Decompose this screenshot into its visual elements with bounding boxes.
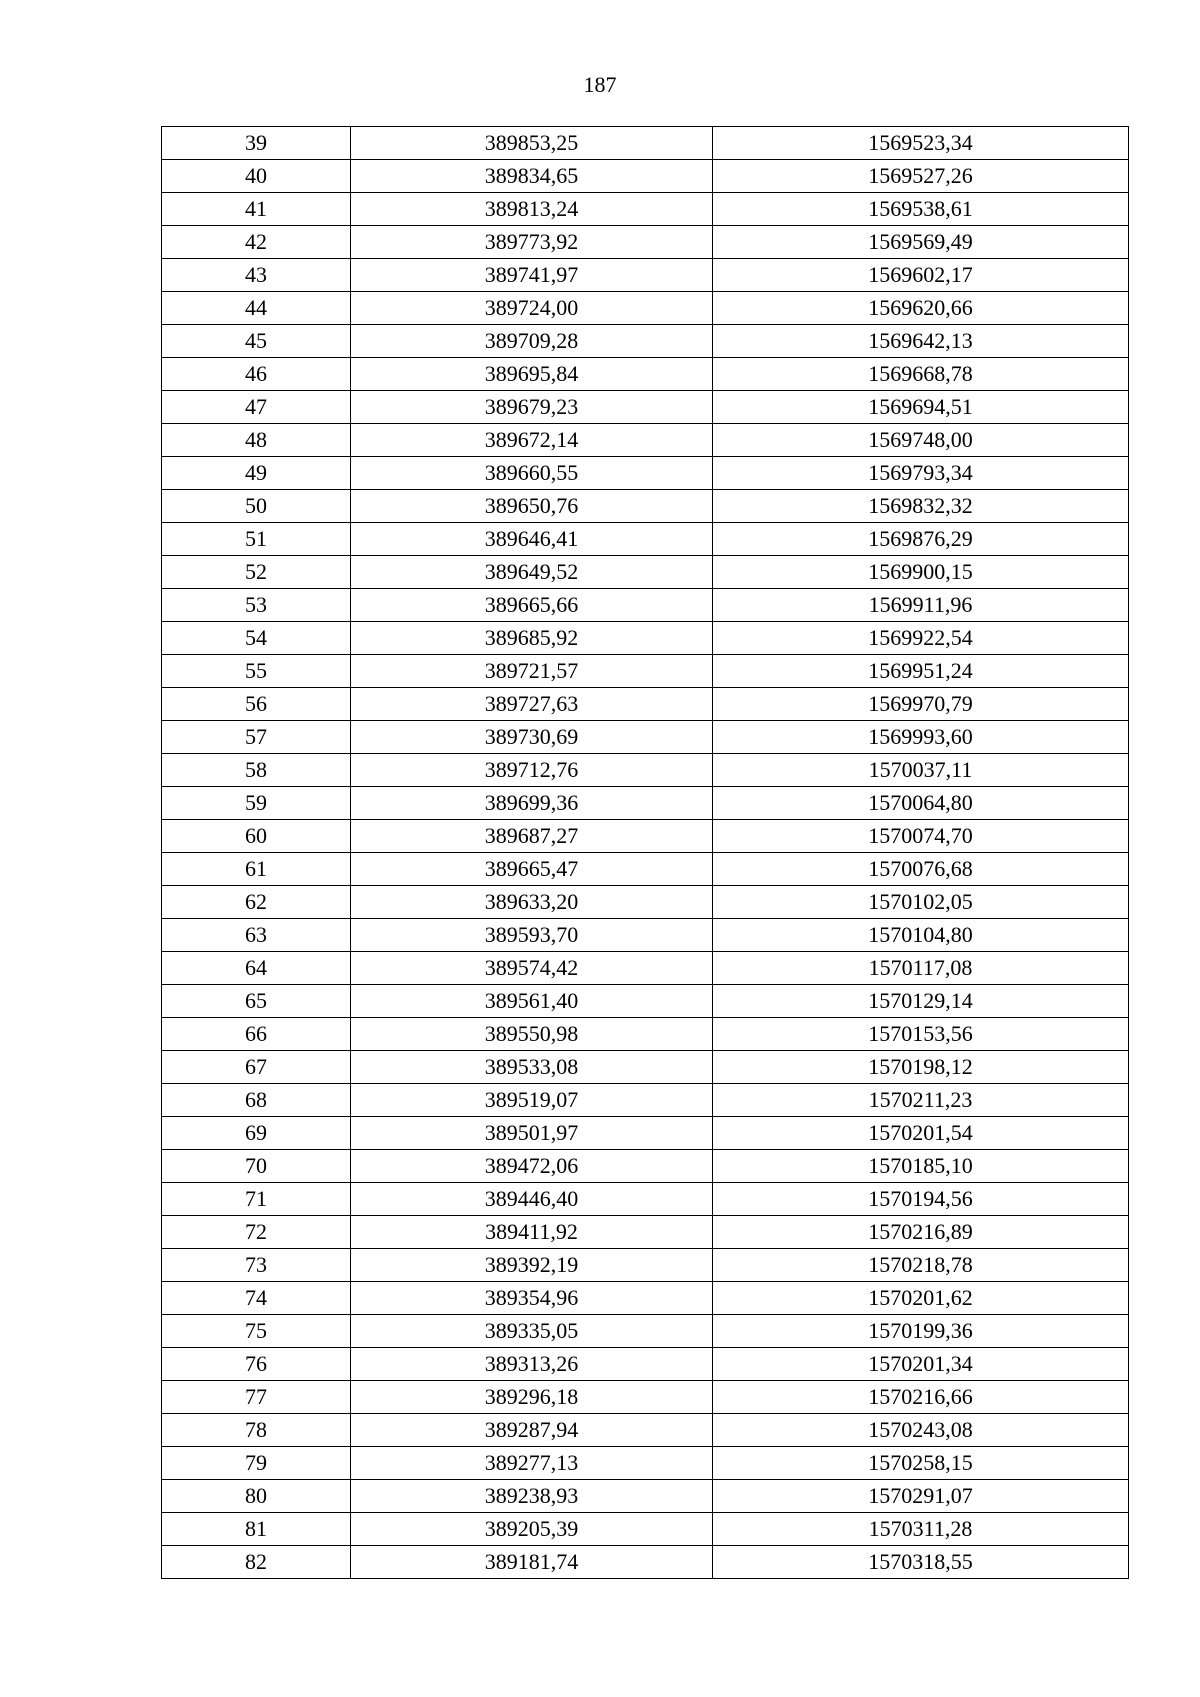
x-coordinate-cell: 389709,28 bbox=[351, 325, 713, 358]
point-number-cell: 47 bbox=[162, 391, 351, 424]
x-coordinate-cell: 389672,14 bbox=[351, 424, 713, 457]
x-coordinate-cell: 389665,66 bbox=[351, 589, 713, 622]
point-number-cell: 75 bbox=[162, 1315, 351, 1348]
point-number-cell: 81 bbox=[162, 1513, 351, 1546]
point-number-cell: 53 bbox=[162, 589, 351, 622]
y-coordinate-cell: 1569620,66 bbox=[713, 292, 1129, 325]
x-coordinate-cell: 389205,39 bbox=[351, 1513, 713, 1546]
page-number: 187 bbox=[583, 72, 617, 97]
x-coordinate-cell: 389679,23 bbox=[351, 391, 713, 424]
point-number-cell: 52 bbox=[162, 556, 351, 589]
y-coordinate-cell: 1570194,56 bbox=[713, 1183, 1129, 1216]
table-row bbox=[162, 1216, 1129, 1249]
table-row bbox=[162, 391, 1129, 424]
point-number-cell: 57 bbox=[162, 721, 351, 754]
table-row bbox=[162, 325, 1129, 358]
point-number-cell: 54 bbox=[162, 622, 351, 655]
table-row bbox=[162, 721, 1129, 754]
x-coordinate-cell: 389727,63 bbox=[351, 688, 713, 721]
table-row bbox=[162, 292, 1129, 325]
coordinates-table bbox=[161, 126, 1129, 1579]
x-coordinate-cell: 389296,18 bbox=[351, 1381, 713, 1414]
y-coordinate-cell: 1569668,78 bbox=[713, 358, 1129, 391]
x-coordinate-cell: 389685,92 bbox=[351, 622, 713, 655]
x-coordinate-cell: 389687,27 bbox=[351, 820, 713, 853]
y-coordinate-cell: 1570318,55 bbox=[713, 1546, 1129, 1579]
table-row bbox=[162, 589, 1129, 622]
point-number-cell: 77 bbox=[162, 1381, 351, 1414]
y-coordinate-cell: 1570198,12 bbox=[713, 1051, 1129, 1084]
table-row bbox=[162, 1117, 1129, 1150]
table-row bbox=[162, 622, 1129, 655]
point-number-cell: 73 bbox=[162, 1249, 351, 1282]
point-number-cell: 55 bbox=[162, 655, 351, 688]
point-number-cell: 46 bbox=[162, 358, 351, 391]
y-coordinate-cell: 1569602,17 bbox=[713, 259, 1129, 292]
point-number-cell: 78 bbox=[162, 1414, 351, 1447]
x-coordinate-cell: 389277,13 bbox=[351, 1447, 713, 1480]
table-row bbox=[162, 985, 1129, 1018]
y-coordinate-cell: 1570201,62 bbox=[713, 1282, 1129, 1315]
y-coordinate-cell: 1570201,34 bbox=[713, 1348, 1129, 1381]
point-number-cell: 72 bbox=[162, 1216, 351, 1249]
table-row bbox=[162, 556, 1129, 589]
point-number-cell: 74 bbox=[162, 1282, 351, 1315]
y-coordinate-cell: 1569523,34 bbox=[713, 127, 1129, 160]
x-coordinate-cell: 389335,05 bbox=[351, 1315, 713, 1348]
point-number-cell: 41 bbox=[162, 193, 351, 226]
x-coordinate-cell: 389411,92 bbox=[351, 1216, 713, 1249]
x-coordinate-cell: 389519,07 bbox=[351, 1084, 713, 1117]
y-coordinate-cell: 1569970,79 bbox=[713, 688, 1129, 721]
x-coordinate-cell: 389633,20 bbox=[351, 886, 713, 919]
table-row bbox=[162, 1513, 1129, 1546]
table-row bbox=[162, 1381, 1129, 1414]
point-number-cell: 50 bbox=[162, 490, 351, 523]
y-coordinate-cell: 1569911,96 bbox=[713, 589, 1129, 622]
point-number-cell: 42 bbox=[162, 226, 351, 259]
y-coordinate-cell: 1569538,61 bbox=[713, 193, 1129, 226]
table-row bbox=[162, 655, 1129, 688]
point-number-cell: 48 bbox=[162, 424, 351, 457]
y-coordinate-cell: 1570258,15 bbox=[713, 1447, 1129, 1480]
x-coordinate-cell: 389561,40 bbox=[351, 985, 713, 1018]
table-row bbox=[162, 424, 1129, 457]
table-row bbox=[162, 1018, 1129, 1051]
table-row bbox=[162, 226, 1129, 259]
y-coordinate-cell: 1570216,66 bbox=[713, 1381, 1129, 1414]
table-row bbox=[162, 919, 1129, 952]
y-coordinate-cell: 1569569,49 bbox=[713, 226, 1129, 259]
table-row bbox=[162, 1051, 1129, 1084]
table-row bbox=[162, 1315, 1129, 1348]
x-coordinate-cell: 389660,55 bbox=[351, 457, 713, 490]
x-coordinate-cell: 389712,76 bbox=[351, 754, 713, 787]
table-row bbox=[162, 490, 1129, 523]
y-coordinate-cell: 1570201,54 bbox=[713, 1117, 1129, 1150]
y-coordinate-cell: 1569900,15 bbox=[713, 556, 1129, 589]
table-row bbox=[162, 127, 1129, 160]
x-coordinate-cell: 389834,65 bbox=[351, 160, 713, 193]
point-number-cell: 45 bbox=[162, 325, 351, 358]
x-coordinate-cell: 389238,93 bbox=[351, 1480, 713, 1513]
point-number-cell: 61 bbox=[162, 853, 351, 886]
y-coordinate-cell: 1570211,23 bbox=[713, 1084, 1129, 1117]
y-coordinate-cell: 1569642,13 bbox=[713, 325, 1129, 358]
x-coordinate-cell: 389730,69 bbox=[351, 721, 713, 754]
point-number-cell: 69 bbox=[162, 1117, 351, 1150]
x-coordinate-cell: 389646,41 bbox=[351, 523, 713, 556]
x-coordinate-cell: 389574,42 bbox=[351, 952, 713, 985]
x-coordinate-cell: 389665,47 bbox=[351, 853, 713, 886]
x-coordinate-cell: 389501,97 bbox=[351, 1117, 713, 1150]
point-number-cell: 63 bbox=[162, 919, 351, 952]
table-row bbox=[162, 886, 1129, 919]
table-row bbox=[162, 1447, 1129, 1480]
x-coordinate-cell: 389392,19 bbox=[351, 1249, 713, 1282]
point-number-cell: 65 bbox=[162, 985, 351, 1018]
y-coordinate-cell: 1570104,80 bbox=[713, 919, 1129, 952]
y-coordinate-cell: 1570311,28 bbox=[713, 1513, 1129, 1546]
table-row bbox=[162, 1150, 1129, 1183]
table-row bbox=[162, 853, 1129, 886]
x-coordinate-cell: 389593,70 bbox=[351, 919, 713, 952]
point-number-cell: 82 bbox=[162, 1546, 351, 1579]
table-row bbox=[162, 1348, 1129, 1381]
y-coordinate-cell: 1570074,70 bbox=[713, 820, 1129, 853]
table-row bbox=[162, 952, 1129, 985]
point-number-cell: 59 bbox=[162, 787, 351, 820]
point-number-cell: 40 bbox=[162, 160, 351, 193]
table-row bbox=[162, 1249, 1129, 1282]
y-coordinate-cell: 1570185,10 bbox=[713, 1150, 1129, 1183]
y-coordinate-cell: 1569951,24 bbox=[713, 655, 1129, 688]
y-coordinate-cell: 1569922,54 bbox=[713, 622, 1129, 655]
y-coordinate-cell: 1570064,80 bbox=[713, 787, 1129, 820]
table-row bbox=[162, 820, 1129, 853]
point-number-cell: 58 bbox=[162, 754, 351, 787]
table-row bbox=[162, 160, 1129, 193]
point-number-cell: 79 bbox=[162, 1447, 351, 1480]
coordinates-table-body bbox=[162, 127, 1129, 1579]
table-row bbox=[162, 1480, 1129, 1513]
table-row bbox=[162, 193, 1129, 226]
x-coordinate-cell: 389695,84 bbox=[351, 358, 713, 391]
x-coordinate-cell: 389649,52 bbox=[351, 556, 713, 589]
y-coordinate-cell: 1570153,56 bbox=[713, 1018, 1129, 1051]
x-coordinate-cell: 389550,98 bbox=[351, 1018, 713, 1051]
y-coordinate-cell: 1569694,51 bbox=[713, 391, 1129, 424]
x-coordinate-cell: 389287,94 bbox=[351, 1414, 713, 1447]
y-coordinate-cell: 1570291,07 bbox=[713, 1480, 1129, 1513]
x-coordinate-cell: 389773,92 bbox=[351, 226, 713, 259]
point-number-cell: 67 bbox=[162, 1051, 351, 1084]
y-coordinate-cell: 1570199,36 bbox=[713, 1315, 1129, 1348]
point-number-cell: 62 bbox=[162, 886, 351, 919]
y-coordinate-cell: 1570076,68 bbox=[713, 853, 1129, 886]
table-row bbox=[162, 1546, 1129, 1579]
y-coordinate-cell: 1570117,08 bbox=[713, 952, 1129, 985]
table-row bbox=[162, 688, 1129, 721]
point-number-cell: 76 bbox=[162, 1348, 351, 1381]
point-number-cell: 71 bbox=[162, 1183, 351, 1216]
table-row bbox=[162, 754, 1129, 787]
table-row bbox=[162, 259, 1129, 292]
table-row bbox=[162, 1084, 1129, 1117]
y-coordinate-cell: 1570243,08 bbox=[713, 1414, 1129, 1447]
x-coordinate-cell: 389446,40 bbox=[351, 1183, 713, 1216]
x-coordinate-cell: 389721,57 bbox=[351, 655, 713, 688]
table-row bbox=[162, 457, 1129, 490]
table-row bbox=[162, 1282, 1129, 1315]
point-number-cell: 56 bbox=[162, 688, 351, 721]
y-coordinate-cell: 1570037,11 bbox=[713, 754, 1129, 787]
x-coordinate-cell: 389472,06 bbox=[351, 1150, 713, 1183]
point-number-cell: 68 bbox=[162, 1084, 351, 1117]
point-number-cell: 60 bbox=[162, 820, 351, 853]
table-row bbox=[162, 1414, 1129, 1447]
x-coordinate-cell: 389853,25 bbox=[351, 127, 713, 160]
y-coordinate-cell: 1569793,34 bbox=[713, 457, 1129, 490]
y-coordinate-cell: 1570218,78 bbox=[713, 1249, 1129, 1282]
x-coordinate-cell: 389650,76 bbox=[351, 490, 713, 523]
table-row bbox=[162, 1183, 1129, 1216]
y-coordinate-cell: 1569527,26 bbox=[713, 160, 1129, 193]
table-row bbox=[162, 358, 1129, 391]
x-coordinate-cell: 389741,97 bbox=[351, 259, 713, 292]
x-coordinate-cell: 389181,74 bbox=[351, 1546, 713, 1579]
x-coordinate-cell: 389533,08 bbox=[351, 1051, 713, 1084]
y-coordinate-cell: 1570129,14 bbox=[713, 985, 1129, 1018]
y-coordinate-cell: 1570216,89 bbox=[713, 1216, 1129, 1249]
point-number-cell: 70 bbox=[162, 1150, 351, 1183]
point-number-cell: 66 bbox=[162, 1018, 351, 1051]
y-coordinate-cell: 1569993,60 bbox=[713, 721, 1129, 754]
y-coordinate-cell: 1570102,05 bbox=[713, 886, 1129, 919]
point-number-cell: 44 bbox=[162, 292, 351, 325]
point-number-cell: 43 bbox=[162, 259, 351, 292]
x-coordinate-cell: 389699,36 bbox=[351, 787, 713, 820]
table-row bbox=[162, 523, 1129, 556]
point-number-cell: 64 bbox=[162, 952, 351, 985]
x-coordinate-cell: 389724,00 bbox=[351, 292, 713, 325]
point-number-cell: 80 bbox=[162, 1480, 351, 1513]
y-coordinate-cell: 1569748,00 bbox=[713, 424, 1129, 457]
x-coordinate-cell: 389354,96 bbox=[351, 1282, 713, 1315]
y-coordinate-cell: 1569876,29 bbox=[713, 523, 1129, 556]
x-coordinate-cell: 389313,26 bbox=[351, 1348, 713, 1381]
x-coordinate-cell: 389813,24 bbox=[351, 193, 713, 226]
y-coordinate-cell: 1569832,32 bbox=[713, 490, 1129, 523]
point-number-cell: 49 bbox=[162, 457, 351, 490]
point-number-cell: 39 bbox=[162, 127, 351, 160]
table-row bbox=[162, 787, 1129, 820]
point-number-cell: 51 bbox=[162, 523, 351, 556]
